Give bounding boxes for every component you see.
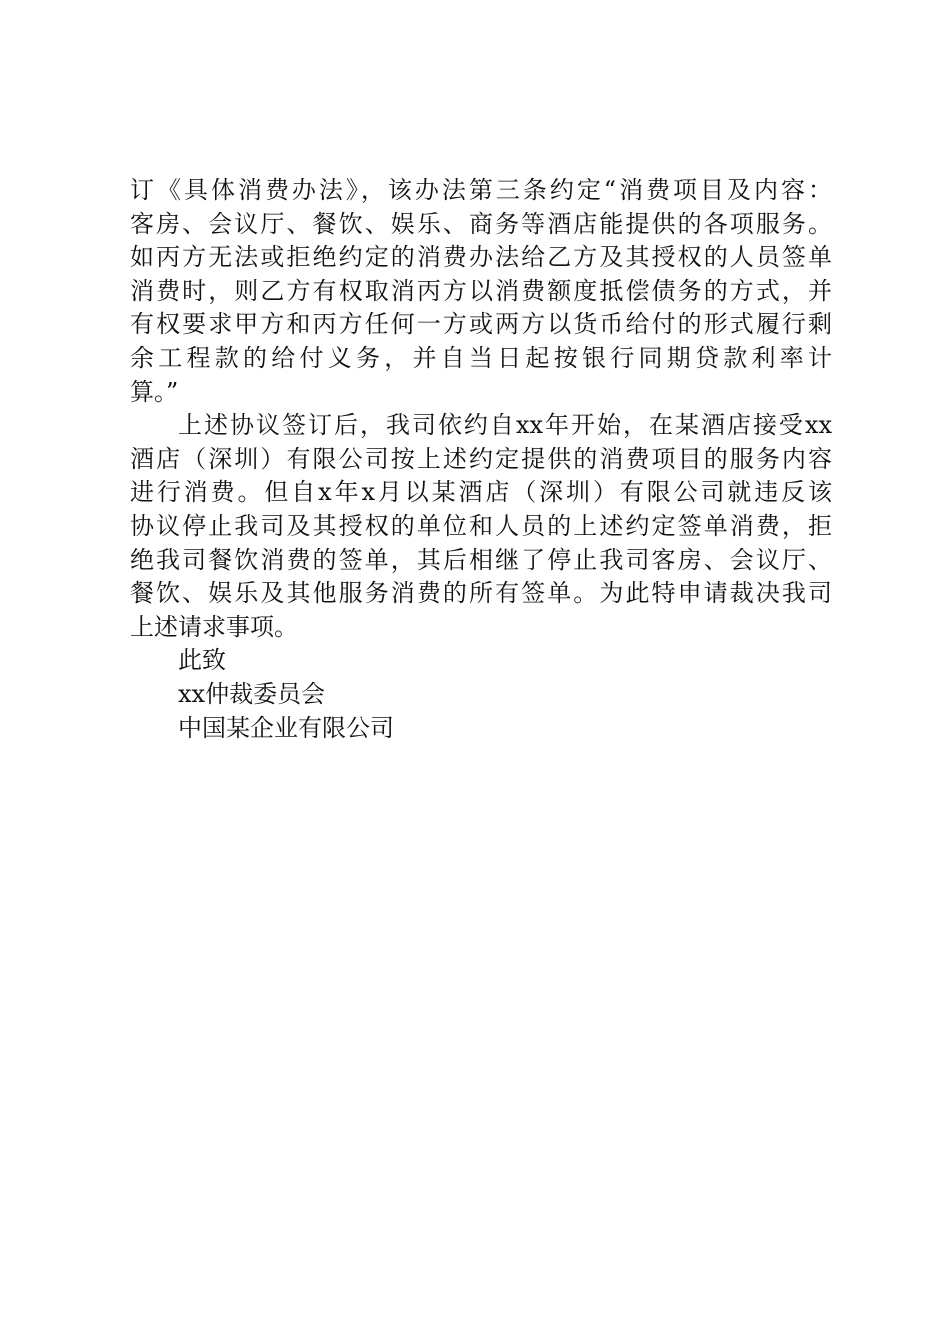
text-line: 绝我司餐饮消费的签单，其后相继了停止我司客房、会议厅、: [130, 545, 832, 574]
text-line: 上述协议签订后，我司依约自xx年开始，在某酒店接受xx: [178, 411, 832, 440]
recipient: xx仲裁委员会: [178, 679, 326, 708]
text-line: 如丙方无法或拒绝约定的消费办法给乙方及其授权的人员签单: [130, 243, 832, 272]
text-line: 有权要求甲方和丙方任何一方或两方以货币给付的形式履行剩: [130, 310, 832, 339]
text-line: 协议停止我司及其授权的单位和人员的上述约定签单消费，拒: [130, 511, 832, 540]
text-line: 算。”: [130, 377, 179, 406]
paragraph-agreement-terms: [130, 174, 832, 409]
salutation: 此致: [178, 646, 226, 675]
text-line: 上述请求事项。: [130, 612, 298, 641]
text-line: 订《具体消费办法》，该办法第三条约定“消费项目及内容：: [130, 176, 832, 204]
text-line: 酒店（深圳）有限公司按上述约定提供的消费项目的服务内容: [130, 444, 832, 473]
text-line: 客房、会议厅、餐饮、娱乐、商务等酒店能提供的各项服务。: [130, 209, 832, 238]
text-line: 余工程款的给付义务，并自当日起按银行同期贷款利率计: [130, 343, 832, 372]
paragraph-facts: [130, 409, 832, 644]
text-line: 进行消费。但自x年x月以某酒店（深圳）有限公司就违反该: [130, 478, 832, 507]
sender: 中国某企业有限公司: [178, 713, 394, 742]
text-line: 消费时，则乙方有权取消丙方以消费额度抵偿债务的方式，并: [130, 276, 832, 305]
text-line: 餐饮、娱乐及其他服务消费的所有签单。为此特申请裁决我司: [130, 579, 832, 608]
closing-block: [130, 644, 832, 745]
document-body: [130, 174, 832, 745]
